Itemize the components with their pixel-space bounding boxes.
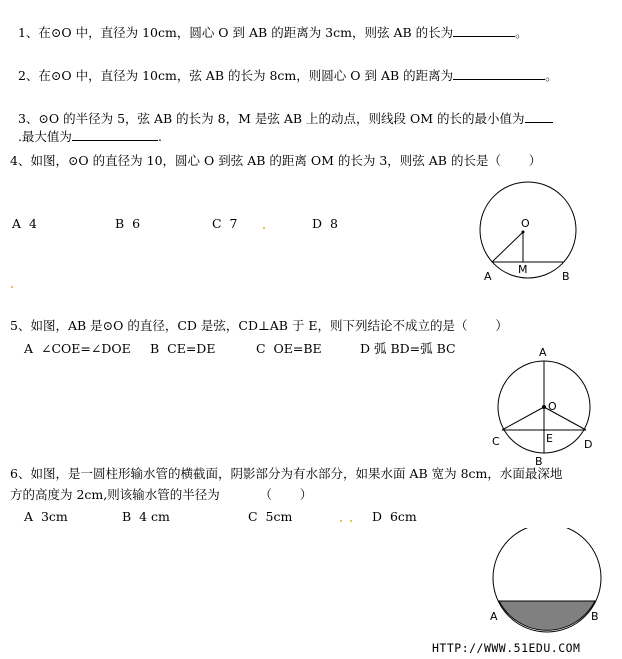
answer-blank-2[interactable] [453, 67, 545, 80]
question-2 [10, 51, 558, 84]
question-3-line-2 [10, 112, 162, 145]
center-point [522, 231, 525, 234]
label-b: B [591, 610, 599, 623]
radius-oa [492, 232, 523, 262]
decorative-dot [350, 520, 352, 522]
label-c: C [492, 435, 500, 448]
decorative-dot [340, 520, 342, 522]
label-e: E [546, 432, 553, 445]
q5-option-c[interactable]: C OE=BE [256, 341, 322, 356]
answer-blank-3-max[interactable] [72, 128, 158, 141]
answer-blank-3-min[interactable] [525, 110, 553, 123]
segment-oc [502, 407, 544, 430]
footer-url: HTTP://WWW.51EDU.COM [432, 641, 581, 655]
question-6-line-1: 6、如图，是一圆柱形输水管的横截面，阴影部分为有水部分，如果水面 AB 宽为 8cm，水面最深地 [10, 466, 563, 481]
label-a: A [539, 346, 547, 359]
label-a: A [484, 270, 492, 283]
question-3-end: . [157, 129, 162, 144]
question-1 [10, 8, 528, 41]
question-5: 5、如图，AB 是⊙O 的直径，CD 是弦，CD⊥AB 于 E，则下列结论不成立的是（ ） [10, 318, 508, 333]
label-b: B [562, 270, 570, 283]
q5-option-b[interactable]: B CE=DE [150, 341, 216, 356]
decorative-dot [11, 286, 13, 288]
label-d: D [584, 438, 593, 451]
label-m: M [518, 263, 528, 276]
question-1-text: 1、在⊙O 中，直径为 10cm，圆心 O 到 AB 的距离为 3cm，则弦 AB 的长为 [17, 25, 454, 40]
question-3-max-label: .最大值为 [17, 129, 72, 144]
question-2-text: 2、在⊙O 中，直径为 10cm，弦 AB 的长为 8cm，则圆心 O 到 AB 的距离为 [17, 68, 454, 83]
label-b: B [535, 455, 543, 468]
decorative-dot [263, 227, 265, 229]
question-4: 4、如图，⊙O 的直径为 10，圆心 O 到弦 AB 的距离 OM 的长为 3，则弦 AB 的长是（ ） [10, 153, 542, 168]
q4-option-d[interactable]: D 8 [312, 216, 338, 231]
answer-blank-1[interactable] [453, 24, 515, 37]
q6-option-d[interactable]: D 6cm [372, 509, 417, 524]
center-point [542, 405, 546, 409]
q4-option-c[interactable]: C 7 [212, 216, 238, 231]
question-3-text: 3、⊙O 的半径为 5，弦 AB 的长为 8，M 是弦 AB 上的动点，则线段 OM 的长的最小值为 [17, 111, 525, 126]
q4-circle-figure [473, 180, 593, 290]
q6-option-c[interactable]: C 5cm [248, 509, 293, 524]
q4-option-a[interactable]: A 4 [12, 216, 37, 231]
q5-circle-figure [487, 343, 607, 468]
label-o: O [521, 217, 530, 230]
circle [480, 182, 576, 278]
q4-option-b[interactable]: B 6 [115, 216, 141, 231]
q6-option-b[interactable]: B 4 cm [122, 509, 170, 524]
water-region [499, 601, 595, 630]
q6-option-a[interactable]: A 3cm [24, 509, 68, 524]
question-2-end: 。 [545, 68, 558, 83]
question-6-line-2: 方的高度为 2cm,则该输水管的半径为 （ ） [10, 487, 313, 502]
question-1-end: 。 [515, 25, 528, 40]
q5-option-d[interactable]: D 弧 BD=弧 BC [360, 341, 456, 356]
label-o: O [548, 400, 557, 413]
q5-option-a[interactable]: A ∠COE=∠DOE [24, 341, 131, 356]
label-a: A [490, 610, 498, 623]
q6-pipe-figure [485, 528, 610, 638]
